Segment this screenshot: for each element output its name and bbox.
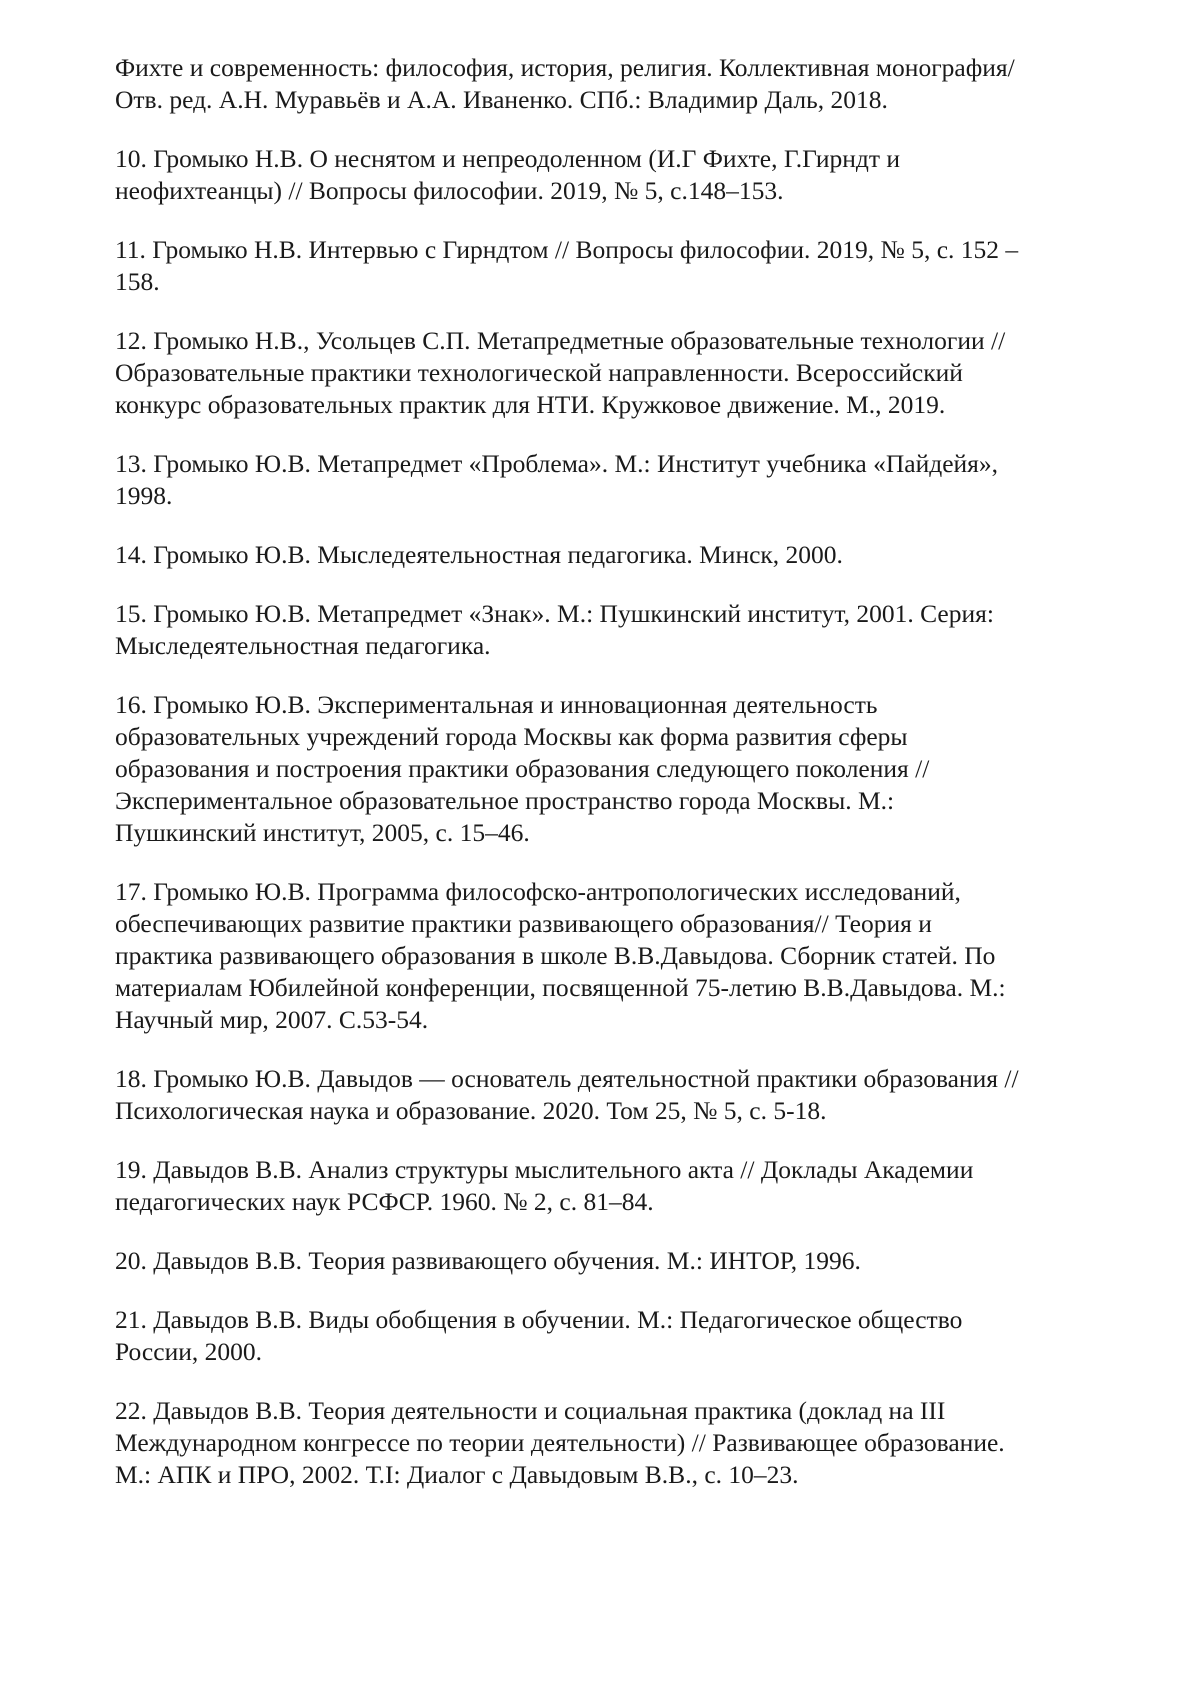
reference-line: М.: АПК и ПРО, 2002. Т.I: Диалог с Давыдовым В.В., с. 10–23. (115, 1459, 1125, 1491)
reference-line: образовательных учреждений города Москвы как форма развития сферы (115, 721, 1125, 753)
reference-entry-21 (115, 1304, 1125, 1368)
reference-line: 12. Громыко Н.В., Усольцев С.П. Метапредметные образовательные технологии // (115, 325, 1125, 357)
reference-line: 20. Давыдов В.В. Теория развивающего обучения. М.: ИНТОР, 1996. (115, 1245, 1125, 1277)
reference-line: 21. Давыдов В.В. Виды обобщения в обучении. М.: Педагогическое общество (115, 1304, 1125, 1336)
reference-line: Психологическая наука и образование. 2020. Том 25, № 5, с. 5-18. (115, 1095, 1125, 1127)
reference-line: Пушкинский институт, 2005, с. 15–46. (115, 817, 1125, 849)
reference-entry-17 (115, 876, 1125, 1036)
reference-line: 11. Громыко Н.В. Интервью с Гирндтом // Вопросы философии. 2019, № 5, с. 152 – (115, 234, 1125, 266)
reference-line: педагогических наук РСФСР. 1960. № 2, с. 81–84. (115, 1186, 1125, 1218)
reference-line: 158. (115, 266, 1125, 298)
reference-line: образования и построения практики образования следующего поколения // (115, 753, 1125, 785)
reference-entry-19 (115, 1154, 1125, 1218)
reference-line: Образовательные практики технологической направленности. Всероссийский (115, 357, 1125, 389)
reference-line: обеспечивающих развитие практики развивающего образования// Теория и (115, 908, 1125, 940)
reference-line: Мыследеятельностная педагогика. (115, 630, 1125, 662)
reference-line: 10. Громыко Н.В. О неснятом и непреодоленном (И.Г Фихте, Г.Гирндт и (115, 143, 1125, 175)
reference-entry-14 (115, 539, 1125, 571)
reference-entry-18 (115, 1063, 1125, 1127)
reference-line: 14. Громыко Ю.В. Мыследеятельностная педагогика. Минск, 2000. (115, 539, 1125, 571)
reference-line: Экспериментальное образовательное пространство города Москвы. М.: (115, 785, 1125, 817)
reference-entry-16 (115, 689, 1125, 849)
reference-line: практика развивающего образования в школе В.В.Давыдова. Сборник статей. По (115, 940, 1125, 972)
reference-line: 19. Давыдов В.В. Анализ структуры мыслительного акта // Доклады Академии (115, 1154, 1125, 1186)
reference-entry-13 (115, 448, 1125, 512)
reference-line: 22. Давыдов В.В. Теория деятельности и социальная практика (доклад на III (115, 1395, 1125, 1427)
reference-list (115, 52, 1125, 1518)
reference-line: Международном конгрессе по теории деятельности) // Развивающее образование. (115, 1427, 1125, 1459)
reference-entry-12 (115, 325, 1125, 421)
reference-line: материалам Юбилейной конференции, посвященной 75-летию В.В.Давыдова. М.: (115, 972, 1125, 1004)
reference-line: конкурс образовательных практик для НТИ. Кружковое движение. М., 2019. (115, 389, 1125, 421)
reference-line: 16. Громыко Ю.В. Экспериментальная и инновационная деятельность (115, 689, 1125, 721)
reference-line: 18. Громыко Ю.В. Давыдов — основатель деятельностной практики образования // (115, 1063, 1125, 1095)
reference-entry-fichte-monograph (115, 52, 1125, 116)
reference-line: 1998. (115, 480, 1125, 512)
reference-entry-15 (115, 598, 1125, 662)
reference-line: 13. Громыко Ю.В. Метапредмет «Проблема». М.: Институт учебника «Пайдейя», (115, 448, 1125, 480)
reference-line: 15. Громыко Ю.В. Метапредмет «Знак». М.: Пушкинский институт, 2001. Серия: (115, 598, 1125, 630)
reference-line: России, 2000. (115, 1336, 1125, 1368)
reference-line: Научный мир, 2007. С.53-54. (115, 1004, 1125, 1036)
reference-entry-11 (115, 234, 1125, 298)
reference-line: 17. Громыко Ю.В. Программа философско-антропологических исследований, (115, 876, 1125, 908)
reference-entry-20 (115, 1245, 1125, 1277)
reference-entry-10 (115, 143, 1125, 207)
reference-entry-22 (115, 1395, 1125, 1491)
reference-line: неофихтеанцы) // Вопросы философии. 2019, № 5, с.148–153. (115, 175, 1125, 207)
reference-line: Отв. ред. А.Н. Муравьёв и А.А. Иваненко. СПб.: Владимир Даль, 2018. (115, 84, 1125, 116)
reference-line: Фихте и современность: философия, история, религия. Коллективная монография/ (115, 52, 1125, 84)
